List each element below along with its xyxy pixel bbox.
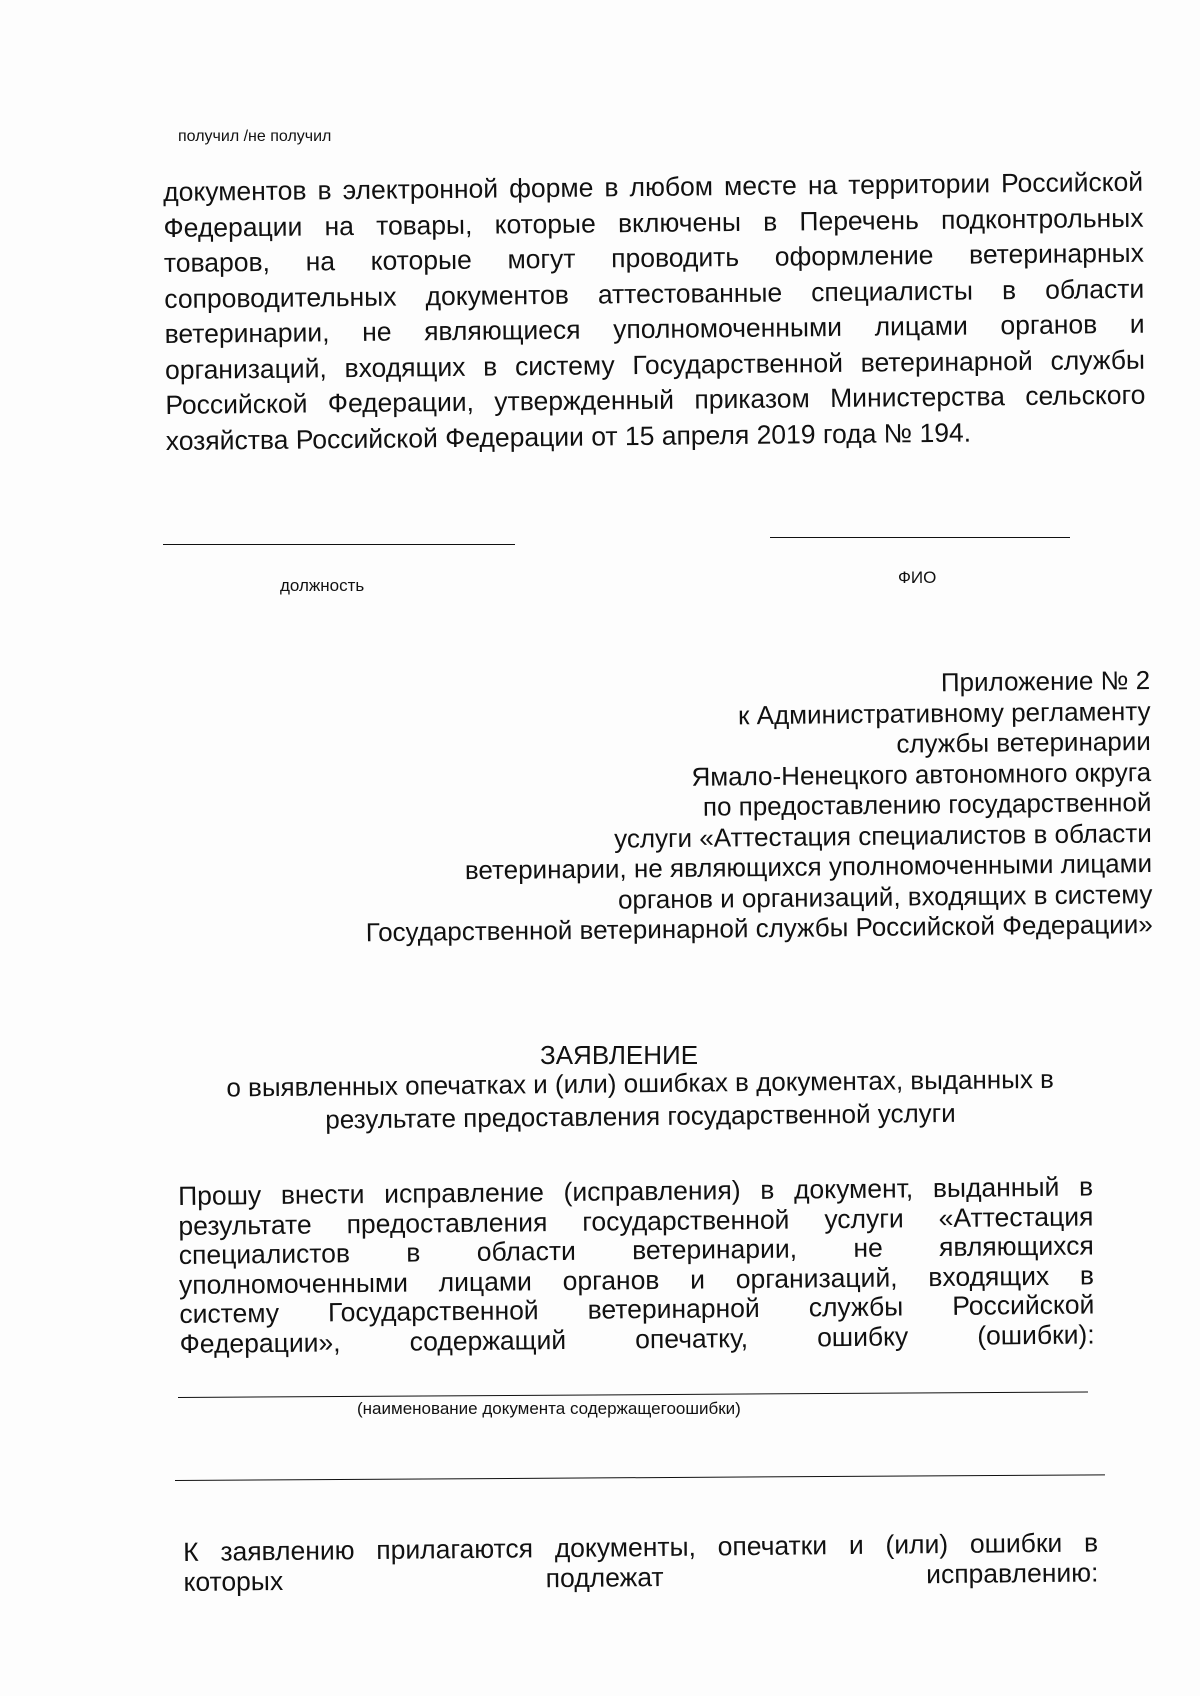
appendix-line: услуги «Аттестация специалистов в области — [614, 817, 1152, 854]
name-label: ФИО — [898, 568, 937, 587]
additional-fill-line — [175, 1474, 1105, 1481]
appendix-line: Ямало-Ненецкого автономного округа — [691, 756, 1152, 792]
document-name-caption: (наименование документа содержащегоошибки) — [357, 1399, 741, 1418]
attach-line: К заявлению прилагаются документы, опечатки и (или) ошибки в — [183, 1527, 1099, 1567]
statement-subtitle — [180, 1062, 1101, 1138]
request-line: Прошу внести исправление (исправления) в документ, выданный в — [177, 1171, 1094, 1211]
subtitle-line: о выявленных опечатках и (или) ошибках в документах, выданных в — [226, 1063, 1055, 1103]
appendix-line: службы ветеринарии — [896, 725, 1151, 759]
document-name-fill-line — [178, 1391, 1088, 1398]
request-paragraph — [178, 1172, 1095, 1359]
appendix-heading — [363, 665, 1153, 948]
position-label: должность — [280, 576, 365, 595]
appendix-line: Государственной ветеринарной службы Российской Федерации» — [365, 908, 1153, 948]
name-signature-line — [770, 537, 1070, 538]
request-line: специалистов в области ветеринарии, не являющихся — [178, 1230, 1094, 1270]
request-line: уполномоченными лицами органов и организаций, входящих в — [178, 1259, 1095, 1300]
receipt-note: получил /не получил — [178, 128, 332, 145]
appendix-line: по предоставлению государственной — [702, 786, 1152, 822]
appendix-line: Приложение № 2 — [940, 665, 1151, 698]
request-line: результате предоставления государственной услуги «Аттестация — [178, 1200, 1094, 1241]
position-signature-line — [163, 544, 515, 545]
appendix-line: ветеринарии, не являющихся уполномоченными лицами — [464, 847, 1153, 886]
statement-title: ЗАЯВЛЕНИЕ — [540, 1040, 699, 1070]
request-line: Федерации», содержащий опечатку, ошибку (ошибки): — [179, 1318, 1095, 1359]
request-line: систему Государственной ветеринарной службы Российской — [179, 1289, 1095, 1329]
appendix-line: к Административному регламенту — [737, 695, 1151, 730]
paragraph-top: документов в электронной форме в любом месте на территории Российской Федерации на товары, которые включены в Перечень подконтрольных товаров, на которые могут проводить оформление ветеринарных сопроводительных документов аттестованные специалисты в области ветеринарии, не являющиеся уполномоченными лицами органов и организаций, входящих в систему Государственной ветеринарной службы Российской Федерации, утвержденный приказом Министерства сельского хозяйства Российской Федерации от 15 апреля 2019 года № 194. — [163, 166, 1146, 456]
attachments-paragraph — [183, 1527, 1099, 1597]
subtitle-line: результате предоставления государственной услуги — [325, 1097, 956, 1135]
attach-line: которых подлежат исправлению: — [183, 1557, 1099, 1597]
appendix-line: органов и организаций, входящих в систему — [617, 878, 1153, 915]
